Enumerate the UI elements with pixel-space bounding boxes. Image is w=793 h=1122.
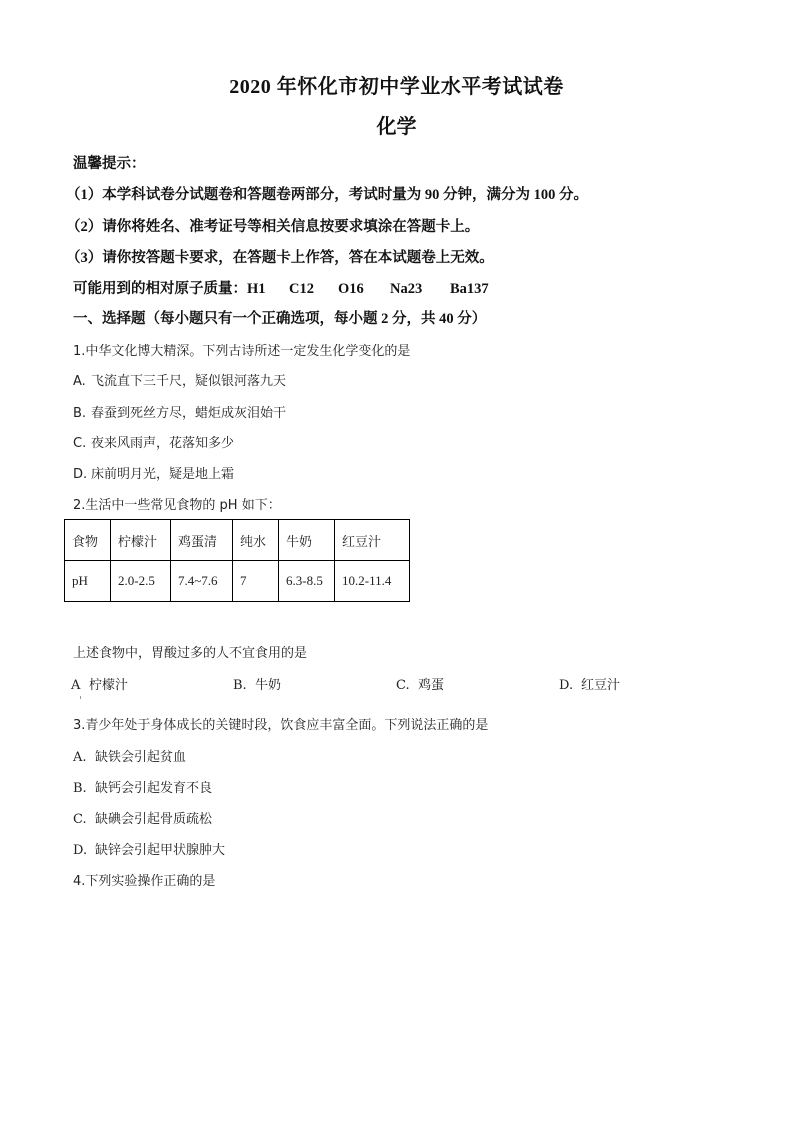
- tips-heading: 温馨提示：: [73, 156, 146, 172]
- question-3-option-b: [73, 777, 212, 796]
- question-3-option-c: [73, 808, 212, 827]
- option-label: D.: [73, 467, 88, 482]
- option-label: A: [71, 678, 81, 693]
- option-label: C.: [73, 436, 87, 451]
- table-cell: 7.4~7.6: [171, 561, 233, 602]
- option-text: 缺铁会引起贫血: [95, 750, 187, 765]
- question-3-option-a: [73, 746, 186, 765]
- option-label: B.: [73, 406, 87, 421]
- table-cell: 10.2-11.4: [335, 561, 410, 602]
- table-cell: 食物: [65, 520, 111, 561]
- question-1-option-d: [73, 463, 234, 482]
- table-cell: 红豆汁: [335, 520, 410, 561]
- option-text: 飞流直下三千尺，疑似银河落九天: [91, 374, 287, 389]
- option-label: A.: [73, 750, 87, 765]
- question-1-option-b: [73, 402, 286, 421]
- question-4-stem: 4.下列实验操作正确的是: [73, 874, 216, 889]
- question-3-stem: 3.青少年处于身体成长的关键时段，饮食应丰富全面。下列说法正确的是: [73, 718, 489, 733]
- atomic-masses: [73, 277, 489, 298]
- question-3-option-d: [73, 839, 225, 858]
- atomic-mass-ba: Ba137: [450, 281, 489, 297]
- atomic-mass-c: C12: [289, 281, 314, 297]
- option-label: D.: [559, 678, 574, 693]
- tip-item-3: （3）请你按答题卡要求，在答题卡上作答，答在本试题卷上无效。: [66, 250, 494, 266]
- option-text: 床前明月光，疑是地上霜: [91, 467, 235, 482]
- question-2-option-d: [559, 674, 620, 693]
- table-cell: 鸡蛋清: [171, 520, 233, 561]
- atomic-mass-o: O16: [338, 281, 364, 297]
- exam-subject: 化学: [376, 116, 417, 138]
- option-label: B.: [73, 781, 87, 796]
- tip-item-1: （1）本学科试卷分试题卷和答题卷两部分，考试时量为 90 分钟，满分为 100 分。: [66, 187, 588, 203]
- table-row: [65, 561, 410, 602]
- stray-mark: [80, 696, 81, 699]
- table-cell: 7: [233, 561, 279, 602]
- table-cell: 牛奶: [279, 520, 335, 561]
- option-label: C.: [73, 812, 87, 827]
- option-label: C.: [396, 678, 410, 693]
- table-cell: pH: [65, 561, 111, 602]
- option-text: 缺钙会引起发育不良: [95, 781, 213, 796]
- option-text: 缺锌会引起甲状腺肿大: [95, 843, 226, 858]
- atomic-mass-na: Na23: [390, 281, 423, 297]
- question-1-stem: 1.中华文化博大精深。下列古诗所述一定发生化学变化的是: [73, 344, 411, 359]
- tip-item-2: （2）请你将姓名、准考证号等相关信息按要求填涂在答题卡上。: [66, 219, 480, 235]
- table-cell: 6.3-8.5: [279, 561, 335, 602]
- section-heading: 一、选择题（每小题只有一个正确选项，每小题 2 分，共 40 分）: [73, 311, 487, 327]
- ph-table: [64, 519, 410, 602]
- option-text: 牛奶: [255, 678, 282, 693]
- question-1-option-a: [73, 370, 286, 389]
- option-label: D.: [73, 843, 88, 858]
- question-2-followup: 上述食物中，胃酸过多的人不宜食用的是: [73, 646, 308, 661]
- atomic-masses-label: 可能用到的相对原子质量：: [73, 281, 247, 297]
- question-1-option-c: [73, 432, 234, 451]
- option-text: 柠檬汁: [89, 678, 129, 693]
- question-2-option-c: [396, 674, 444, 693]
- table-cell: 纯水: [233, 520, 279, 561]
- table-cell: 柠檬汁: [111, 520, 171, 561]
- exam-title: 2020 年怀化市初中学业水平考试试卷: [229, 76, 564, 98]
- question-2-option-a: [71, 674, 128, 693]
- table-cell: 2.0-2.5: [111, 561, 171, 602]
- question-2-option-b: [233, 674, 281, 693]
- option-label: B.: [233, 678, 247, 693]
- option-text: 夜来风雨声，花落知多少: [91, 436, 235, 451]
- option-text: 缺碘会引起骨质疏松: [95, 812, 213, 827]
- option-text: 春蚕到死丝方尽，蜡炬成灰泪始干: [91, 406, 287, 421]
- question-2-stem: 2.生活中一些常见食物的 pH 如下：: [73, 498, 281, 513]
- atomic-mass-h: H1: [247, 281, 266, 297]
- option-text: 鸡蛋: [418, 678, 445, 693]
- option-text: 红豆汁: [581, 678, 621, 693]
- option-label: A.: [73, 374, 86, 389]
- table-header-row: [65, 520, 410, 561]
